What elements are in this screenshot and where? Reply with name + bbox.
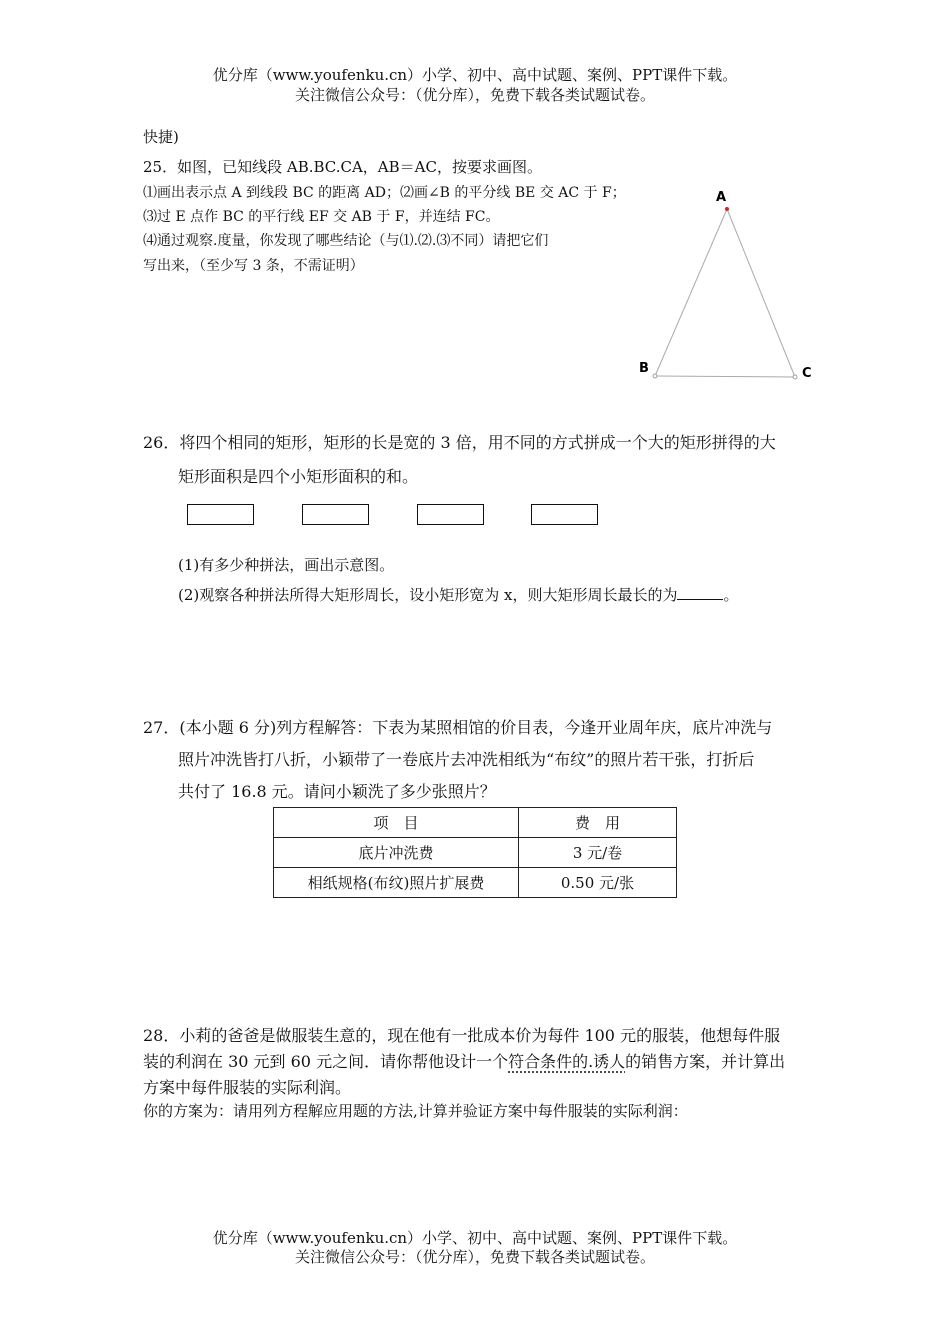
q25-part-1: ⑴画出表示点 A 到线段 BC 的距离 AD；⑵画∠B 的平分线 BE 交 AC 于 F； (143, 185, 626, 201)
q25-part-4b: 写出来，（至少写 3 条，不需证明） (143, 258, 364, 274)
q25-intro: 25．如图，已知线段 AB.BC.CA，AB＝AC，按要求画图。 (143, 158, 542, 176)
q26-line-2: 矩形面积是四个小矩形面积的和。 (178, 467, 419, 486)
side-bc (655, 376, 795, 377)
price-table (273, 807, 677, 898)
header-cell-item: 项 目 (274, 808, 519, 838)
small-rectangle (187, 504, 254, 525)
q28-line-2-end: 的销售方案，并计算出 (625, 1052, 786, 1071)
table-row (274, 838, 677, 868)
header-line-1: 优分库（www.youfenku.cn）小学、初中、高中试题、案例、PPT课件下载。 (212, 66, 738, 84)
table-cell: 0.50 元/张 (519, 868, 677, 898)
q28-line-4: 你的方案为：请用列方程解应用题的方法,计算并验证方案中每件服装的实际利润： (143, 1102, 688, 1120)
q26-sub-2-text: (2)观察各种拼法所得大矩形周长，设小矩形宽为 x，则大矩形周长最长的为 (178, 586, 678, 604)
q25-part-4a: ⑷通过观察.度量，你发现了哪些结论（与⑴.⑵.⑶不同）请把它们 (143, 233, 549, 249)
table-header-row (274, 808, 677, 838)
q28-line-1: 28．小莉的爸爸是做服装生意的，现在他有一批成本价为每件 100 元的服装，他想每件服 (143, 1026, 781, 1045)
footer-line-1: 优分库（www.youfenku.cn）小学、初中、高中试题、案例、PPT课件下载。 (212, 1229, 738, 1247)
side-ab (655, 209, 727, 376)
q28-emphasis: 符合条件的.诱人 (508, 1052, 626, 1071)
label-c: C (802, 366, 812, 381)
q28-line-2 (143, 1049, 785, 1072)
triangle-figure (630, 180, 830, 390)
small-rectangle (531, 504, 598, 525)
footer-line-2: 关注微信公众号：（优分库），免费下载各类试题试卷。 (294, 1248, 655, 1266)
q28-line-2-start: 装的利润在 30 元到 60 元之间．请你帮他设计一个 (143, 1052, 509, 1071)
header-cell-cost: 费 用 (519, 808, 677, 838)
point-a (725, 207, 729, 211)
small-rectangle (302, 504, 369, 525)
top-fragment: 快捷) (143, 128, 179, 146)
side-ac (727, 209, 795, 377)
table-cell: 3 元/卷 (519, 838, 677, 868)
answer-blank[interactable] (677, 585, 723, 600)
table-row (274, 868, 677, 898)
small-rectangle (417, 504, 484, 525)
header-line-2: 关注微信公众号：（优分库），免费下载各类试题试卷。 (294, 86, 655, 104)
q26-sub-1: (1)有多少种拼法，画出示意图。 (178, 556, 395, 574)
table-cell: 相纸规格(布纹)照片扩展费 (274, 868, 519, 898)
point-b (653, 374, 657, 378)
q27-line-3: 共付了 16.8 元。请问小颖洗了多少张照片？ (178, 782, 496, 801)
table-cell: 底片冲洗费 (274, 838, 519, 868)
q27-line-1: 27．(本小题 6 分)列方程解答：下表为某照相馆的价目表，今逢开业周年庆，底片冲洗与 (143, 718, 773, 737)
label-b: B (639, 361, 649, 376)
q25-part-3: ⑶过 E 点作 BC 的平行线 EF 交 AB 于 F，并连结 FC。 (143, 209, 500, 225)
label-a: A (716, 190, 727, 205)
q26-sub-2-end: 。 (723, 586, 739, 604)
q28-line-3: 方案中每件服装的实际利润。 (143, 1078, 352, 1097)
q26-line-1: 26．将四个相同的矩形，矩形的长是宽的 3 倍，用不同的方式拼成一个大的矩形拼得的大 (143, 433, 776, 452)
point-c (793, 375, 797, 379)
q26-sub-2 (178, 583, 739, 607)
q27-line-2: 照片冲洗皆打八折，小颖带了一卷底片去冲洗相纸为“布纹”的照片若干张，打折后 (178, 750, 755, 769)
